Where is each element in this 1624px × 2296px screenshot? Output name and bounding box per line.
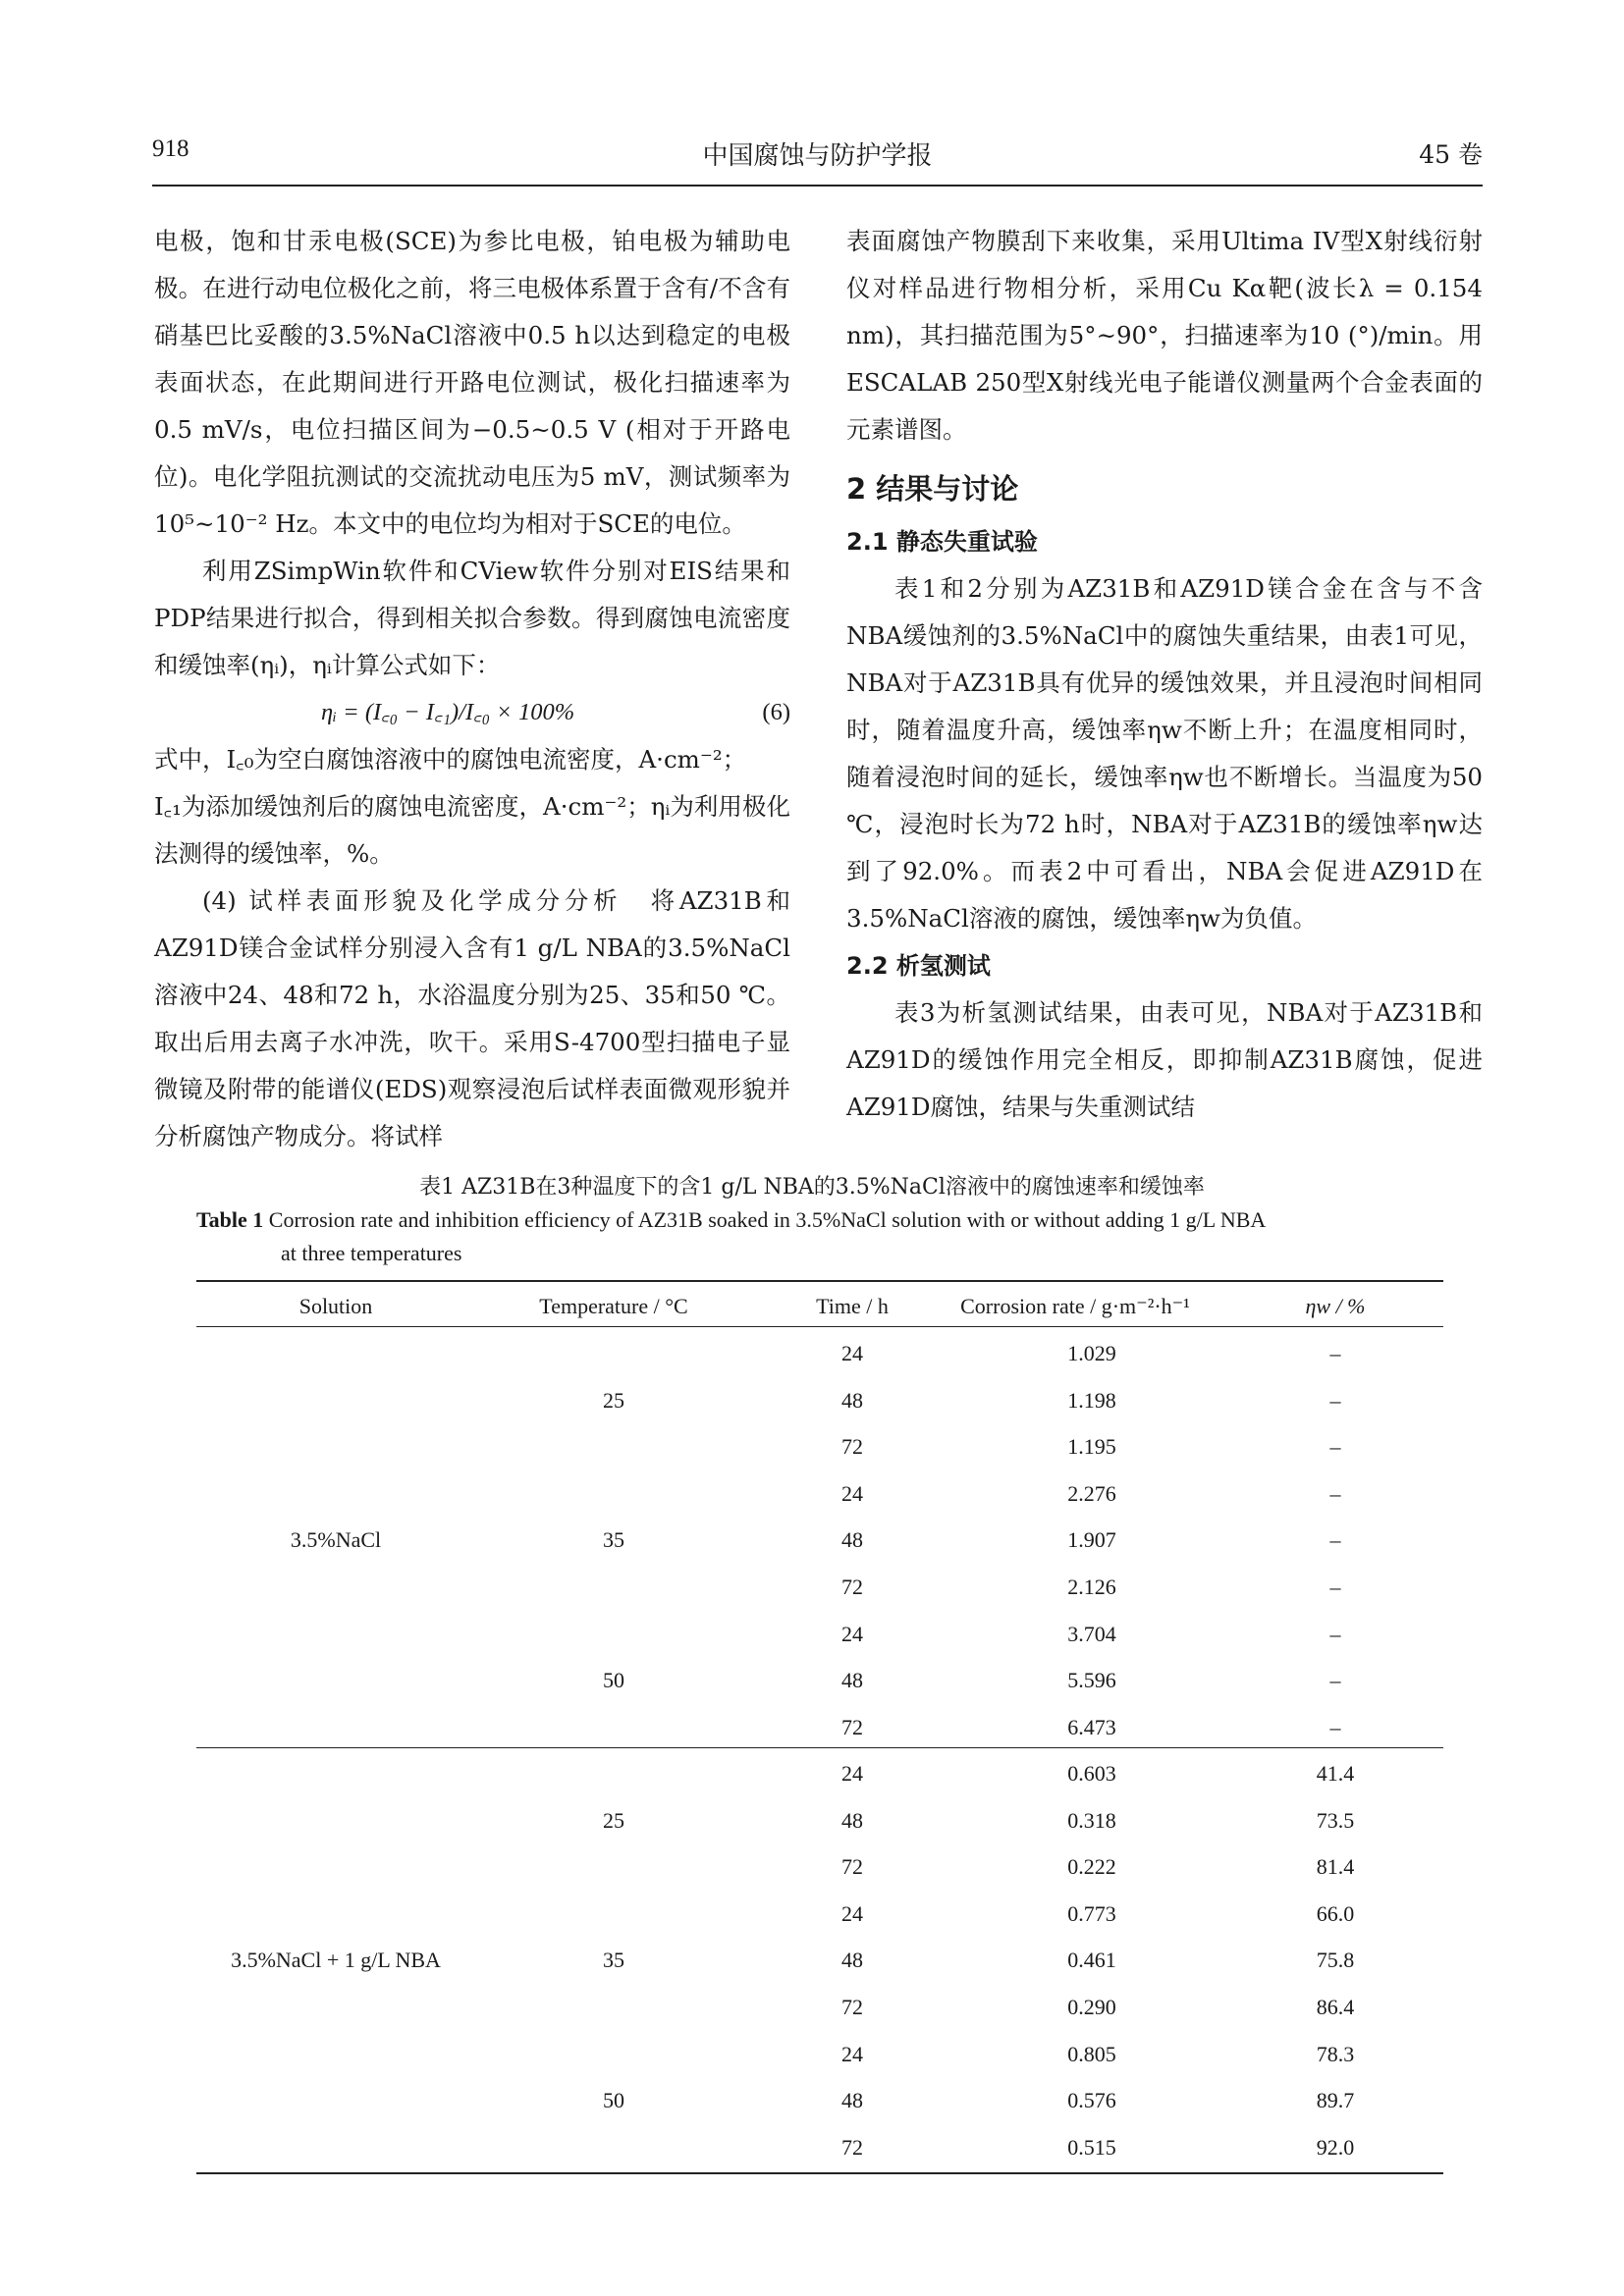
cell-time: 48 [841, 1527, 863, 1553]
cell-time: 24 [841, 1900, 863, 1926]
cell-eta: 86.4 [1316, 1995, 1355, 2019]
cell-time: 48 [841, 1948, 863, 1973]
cell-rate: 1.907 [1067, 1527, 1116, 1553]
cell-temperature: 50 [603, 2088, 624, 2113]
left-paragraph-1: 电极，饱和甘汞电极(SCE)为参比电极，铂电极为辅助电极。在进行动电位极化之前，将三电极体系置于含有/不含有硝基巴比妥酸的3.5%NaCl溶液中0.5 h以达到稳定的电极表面状态，在此期间进行开路电位测试，极化扫描速率为0.5 mV/s，电位扫描区间为−0.5~0.5 V (相对于开路电位)。电化学阻抗测试的交流扰动电压为5 mV，测试频率为10⁵~10⁻² Hz。本文中的电位均为相对于SCE的电位。 [154, 227, 790, 538]
cell-eta: 75.8 [1316, 1948, 1355, 1973]
table-header-rule [196, 1326, 1443, 1327]
cell-time: 72 [841, 1575, 863, 1599]
cell-rate: 0.515 [1067, 2134, 1116, 2160]
page-number: 918 [152, 135, 189, 162]
cell-time: 48 [841, 1387, 863, 1413]
equation-6 [154, 689, 790, 736]
right-column [846, 218, 1483, 1131]
cell-rate: 2.276 [1067, 1480, 1116, 1506]
table-caption-en [196, 1203, 1443, 1270]
cell-time: 24 [841, 1480, 863, 1506]
cell-rate: 2.126 [1067, 1575, 1116, 1599]
header-inhibition-efficiency: ηw / % [1305, 1294, 1366, 1318]
cell-eta: – [1329, 1434, 1341, 1460]
cell-time: 72 [841, 1434, 863, 1460]
cell-time: 48 [841, 1668, 863, 1693]
table-caption-en-line2: at three temperatures [281, 1241, 462, 1265]
cell-rate: 1.195 [1067, 1434, 1116, 1460]
cell-eta: 41.4 [1316, 1761, 1355, 1786]
cell-temperature: 25 [603, 1807, 624, 1833]
cell-rate: 1.198 [1067, 1387, 1116, 1413]
cell-temperature: 25 [603, 1387, 624, 1413]
cell-eta: – [1329, 1527, 1341, 1553]
cell-time: 48 [841, 1807, 863, 1833]
cell-eta: 81.4 [1316, 1854, 1355, 1880]
cell-eta: 89.7 [1316, 2088, 1355, 2113]
cell-solution: 3.5%NaCl + 1 g/L NBA [231, 1948, 441, 1973]
cell-eta: – [1329, 1575, 1341, 1599]
header-rule [152, 185, 1483, 187]
cell-solution: 3.5%NaCl [290, 1527, 382, 1553]
cell-rate: 3.704 [1067, 1621, 1116, 1646]
right-paragraph-3: 表3为析氢测试结果，由表可见，NBA对于AZ31B和AZ91D的缓蚀作用完全相反，即抑制AZ31B腐蚀，促进AZ91D腐蚀，结果与失重测试结 [846, 998, 1483, 1121]
header-time: Time / h [816, 1294, 889, 1318]
cell-rate: 0.290 [1067, 1995, 1116, 2019]
cell-rate: 1.029 [1067, 1341, 1116, 1365]
cell-temperature: 50 [603, 1668, 624, 1693]
journal-title: 中国腐蚀与防护学报 [702, 141, 933, 171]
table-bottom-rule [196, 2172, 1443, 2174]
left-paragraph-4: (4) 试样表面形貌及化学成分分析 将AZ31B和AZ91D镁合金试样分别浸入含有1 g/L NBA的3.5%NaCl溶液中24、48和72 h，水浴温度分别为25、35和50 ℃。取出后用去离子水冲洗，吹干。采用S-4700型扫描电子显微镜及附带的能谱仪(EDS)观察浸泡后试样表面微观形貌并分析腐蚀产物成分。将试样 [154, 886, 790, 1150]
cell-rate: 0.576 [1067, 2088, 1116, 2113]
volume-label: 45 卷 [1419, 140, 1483, 169]
table-label: Table 1 [196, 1207, 264, 1232]
cell-eta: 92.0 [1316, 2134, 1355, 2160]
cell-time: 72 [841, 1714, 863, 1739]
subsection-heading-2-2: 2.2 析氢测试 [846, 952, 991, 980]
cell-rate: 6.473 [1067, 1714, 1116, 1739]
right-paragraph-1: 表面腐蚀产物膜刮下来收集，采用Ultima IV型X射线衍射仪对样品进行物相分析，采用Cu Kα靶(波长λ = 0.154 nm)，其扫描范围为5°~90°，扫描速率为10 (°)/min。用ESCALAB 250型X射线光电子能谱仪测量两个合金表面的元素谱图。 [846, 227, 1483, 444]
section-heading-2: 2 结果与讨论 [846, 472, 1019, 506]
cell-rate: 5.596 [1067, 1668, 1116, 1693]
cell-time: 24 [841, 1761, 863, 1786]
cell-time: 72 [841, 1995, 863, 2019]
subsection-heading-2-1: 2.1 静态失重试验 [846, 528, 1038, 556]
cell-eta: – [1329, 1480, 1341, 1506]
cell-time: 24 [841, 1621, 863, 1646]
equation-number: (6) [762, 699, 790, 725]
cell-eta: 66.0 [1316, 1900, 1355, 1926]
cell-rate: 0.222 [1067, 1854, 1116, 1880]
table-group-rule [196, 1747, 1443, 1748]
cell-time: 24 [841, 1341, 863, 1365]
table-1 [196, 1280, 1443, 2173]
cell-rate: 0.773 [1067, 1900, 1116, 1926]
left-paragraph-3b: I꜀₁为添加缓蚀剂后的腐蚀电流密度，A·cm⁻²；ηᵢ为利用极化法测得的缓蚀率，%。 [154, 792, 790, 868]
equation-body: ηᵢ = (I꜀₀ − I꜀₁)/I꜀₀ × 100% [321, 699, 575, 725]
running-header [152, 135, 1483, 185]
cell-rate: 0.805 [1067, 2041, 1116, 2066]
cell-eta: 73.5 [1316, 1807, 1355, 1833]
cell-time: 72 [841, 1854, 863, 1880]
cell-eta: – [1329, 1387, 1341, 1413]
left-paragraph-2: 利用ZSimpWin软件和CView软件分别对EIS结果和PDP结果进行拟合，得到相关拟合参数。得到腐蚀电流密度和缓蚀率(ηᵢ)，ηᵢ计算公式如下： [154, 557, 790, 679]
left-column [154, 218, 790, 1160]
left-paragraph-3a: 式中，I꜀₀为空白腐蚀溶液中的腐蚀电流密度，A·cm⁻²； [154, 745, 747, 774]
cell-time: 24 [841, 2041, 863, 2066]
cell-rate: 0.603 [1067, 1761, 1116, 1786]
table-caption-en-line1: Corrosion rate and inhibition efficiency of AZ31B soaked in 3.5%NaCl solution with or without adding 1 g/L NBA [268, 1207, 1267, 1232]
cell-eta: – [1329, 1714, 1341, 1739]
cell-rate: 0.461 [1067, 1948, 1116, 1973]
cell-eta: 78.3 [1316, 2041, 1355, 2066]
cell-rate: 0.318 [1067, 1807, 1116, 1833]
cell-time: 48 [841, 2088, 863, 2113]
header-solution: Solution [298, 1294, 373, 1318]
right-paragraph-2: 表1和2分别为AZ31B和AZ91D镁合金在含与不含NBA缓蚀剂的3.5%NaCl中的腐蚀失重结果，由表1可见，NBA对于AZ31B具有优异的缓蚀效果，并且浸泡时间相同时，随着温度升高，缓蚀率ηw不断上升；在温度相同时，随着浸泡时间的延长，缓蚀率ηw也不断增长。当温度为50 ℃，浸泡时长为72 h时，NBA对于AZ31B的缓蚀率ηw达到了92.0%。而表2中可看出，NBA会促进AZ91D在3.5%NaCl溶液的腐蚀，缓蚀率ηw为负值。 [846, 574, 1483, 933]
cell-eta: – [1329, 1668, 1341, 1693]
cell-temperature: 35 [603, 1948, 624, 1973]
cell-temperature: 35 [603, 1527, 624, 1553]
cell-eta: – [1329, 1621, 1341, 1646]
header-corrosion-rate: Corrosion rate / g·m⁻²·h⁻¹ [960, 1294, 1190, 1318]
cell-eta: – [1329, 1341, 1341, 1365]
cell-time: 72 [841, 2134, 863, 2160]
table-caption-cn: 表1 AZ31B在3种温度下的含1 g/L NBA的3.5%NaCl溶液中的腐蚀速率和缓蚀率 [419, 1175, 1205, 1200]
header-temperature: Temperature / °C [539, 1294, 688, 1318]
